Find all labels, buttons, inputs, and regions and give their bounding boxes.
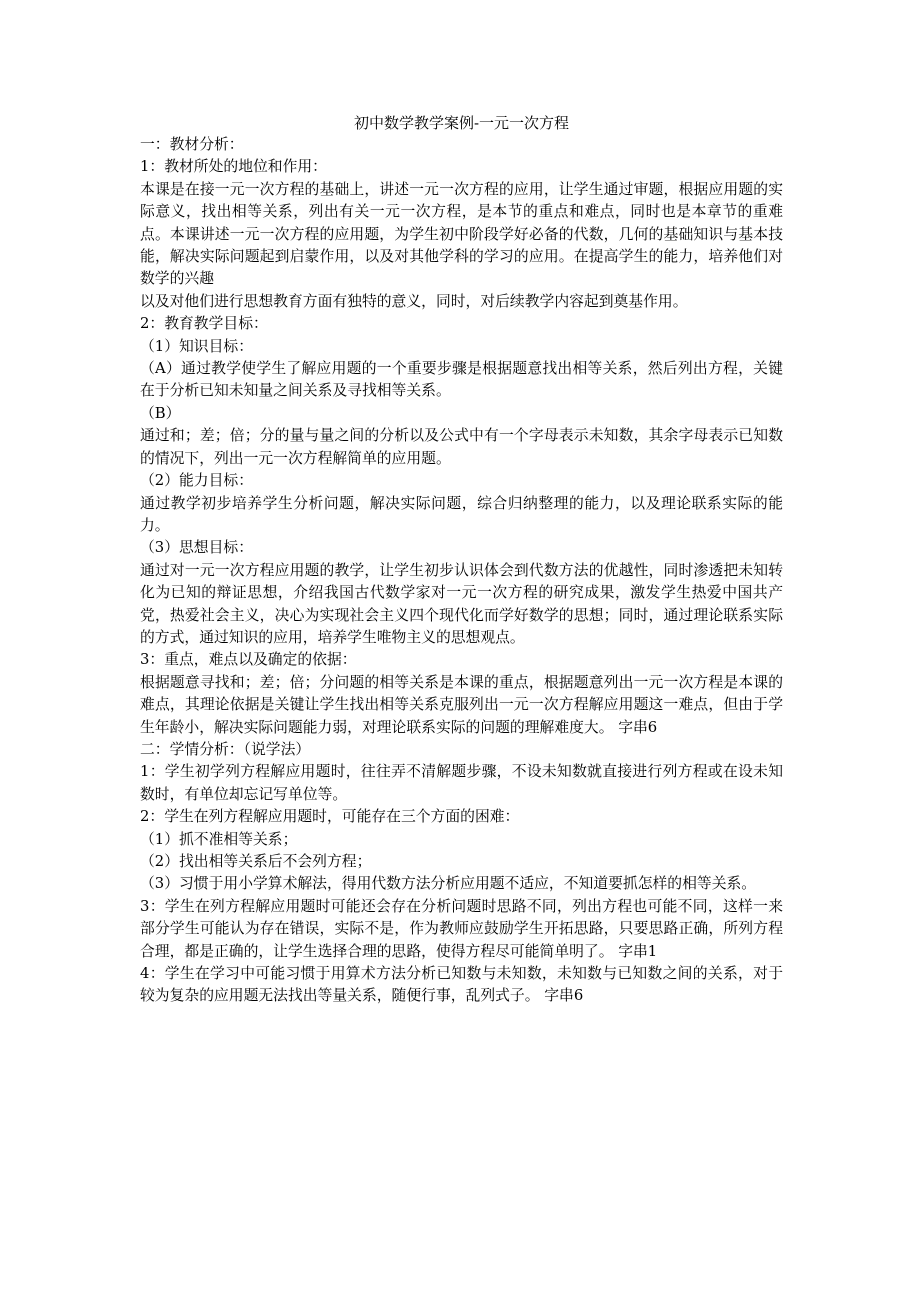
- paragraph: 通过和；差；倍；分的量与量之间的分析以及公式中有一个字母表示未知数，其余字母表示已知数的情况下，列出一元一次方程解简单的应用题。: [140, 427, 783, 467]
- paragraph: 一：教材分析：: [140, 136, 244, 153]
- paragraph: （2）能力目标：: [140, 472, 253, 490]
- paragraph: 二：学情分析：（说学法）: [140, 740, 311, 758]
- paragraph: 通过教学初步培养学生分析问题，解决实际问题，综合归纳整理的能力，以及理论联系实际的能力。: [140, 494, 783, 534]
- paragraph: （A）通过教学使学生了解应用题的一个重要步骤是根据题意找出相等关系，然后列出方程，关键在于分析已知未知量之间关系及寻找相等关系。: [140, 360, 783, 400]
- document-body: [140, 134, 783, 1008]
- paragraph: （1）知识目标：: [140, 337, 253, 355]
- paragraph: （1）抓不准相等关系；: [140, 830, 298, 848]
- paragraph: 根据题意寻找和；差；倍；分问题的相等关系是本课的重点，根据题意列出一元一次方程是本课的难点，其理论依据是关键让学生找出相等关系克服列出一元一次方程解应用题这一难点，但由于学生年龄小，解决实际问题能力弱，对理论联系实际的问题的理解难度大。 字串6: [140, 673, 783, 736]
- document-title: 初中数学教学案例-一元一次方程: [353, 114, 570, 132]
- paragraph: 3：学生在列方程解应用题时可能还会存在分析问题时思路不同，列出方程也可能不同，这样一来部分学生可能认为存在错误，实际不是，作为教师应鼓励学生开拓思路，只要思路正确，所列方程合理，都是正确的，让学生选择合理的思路，使得方程尽可能简单明了。 字串1: [140, 897, 783, 960]
- paragraph: （B）: [140, 404, 181, 422]
- paragraph: 通过对一元一次方程应用题的教学，让学生初步认识体会到代数方法的优越性，同时渗透把未知转化为已知的辩证思想，介绍我国古代数学家对一元一次方程的研究成果，激发学生热爱中国共产党，热爱社会主义，决心为实现社会主义四个现代化而学好数学的思想；同时，通过理论联系实际的方式，通过知识的应用，培养学生唯物主义的思想观点。: [140, 561, 783, 646]
- paragraph: 2：教育教学目标：: [140, 315, 268, 333]
- paragraph: 1：教材所处的地位和作用：: [140, 158, 327, 176]
- paragraph: 本课是在接一元一次方程的基础上，讲述一元一次方程的应用，让学生通过审题，根据应用题的实际意义，找出相等关系，列出有关一元一次方程，是本节的重点和难点，同时也是本章节的重难点。本课讲述一元一次方程的应用题，为学生初中阶段学好必备的代数，几何的基础知识与基本技能，解决实际问题起到启蒙作用，以及对其他学科的学习的应用。在提高学生的能力，培养他们对数学的兴趣: [140, 180, 783, 288]
- paragraph: 3：重点，难点以及确定的依据：: [140, 651, 357, 669]
- paragraph: 2：学生在列方程解应用题时，可能存在三个方面的困难：: [140, 808, 520, 826]
- paragraph: 4：学生在学习中可能习惯于用算术方法分析已知数与未知数，未知数与已知数之间的关系，对于较为复杂的应用题无法找出等量关系，随便行事，乱列式子。 字串6: [140, 965, 783, 1005]
- paragraph: （2）找出相等关系后不会列方程；: [140, 853, 372, 870]
- paragraph: 以及对他们进行思想教育方面有独特的意义，同时，对后续教学内容起到奠基作用。: [140, 292, 688, 310]
- document-page: [140, 112, 783, 1008]
- paragraph: 1：学生初学列方程解应用题时，往往弄不清解题步骤，不设未知数就直接进行列方程或在设未知数时，有单位却忘记写单位等。: [140, 763, 783, 803]
- paragraph: （3）习惯于用小学算术解法，得用代数方法分析应用题不适应，不知道要抓怎样的相等关系。: [140, 875, 757, 893]
- paragraph: （3）思想目标：: [140, 539, 253, 557]
